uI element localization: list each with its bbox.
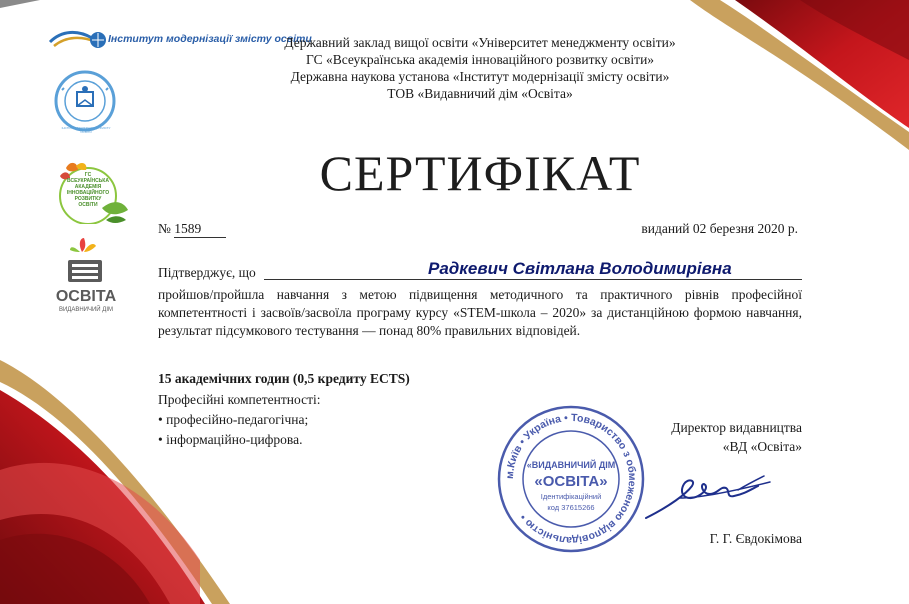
- signatory-position-line1: Директор видавництва: [671, 420, 802, 435]
- imzo-logo-text: Інститут модернізації змісту освіти: [108, 33, 312, 45]
- osvita-logo: [52, 238, 122, 318]
- osvita-logo-name: ОСВІТА: [55, 288, 117, 305]
- recipient-underline: [264, 279, 802, 280]
- stamp-line4: код 37615266: [547, 503, 595, 512]
- top-left-corner-shape: [0, 0, 40, 8]
- stamp-line3: Ідентифікаційний: [540, 492, 602, 501]
- hours-text: 15 академічних годин (0,5 кредиту ECTS): [158, 371, 410, 386]
- certificate-number: [158, 221, 226, 238]
- organizations-header: [230, 34, 730, 102]
- stamp-line1: «ВИДАВНИЧИЙ ДІМ: [526, 460, 616, 470]
- confirms-label: Підтверджує, що: [158, 265, 256, 280]
- recipient-name: Радкевич Світлана Володимирівна: [428, 259, 732, 278]
- competency-item: • професійно-педагогічна;: [158, 412, 309, 427]
- organization-line: ГС «Всеукраїнська академія інноваційного розвитку освіти»: [305, 52, 655, 67]
- osvita-book-icon: [52, 238, 122, 290]
- stamp-line2: «ОСВІТА»: [534, 473, 608, 490]
- imzo-seal-logo: [52, 70, 118, 132]
- organization-line: ТОВ «Видавничий дім «Освіта»: [387, 86, 573, 101]
- organization-line: Державна наукова установа «Інститут модернізації змісту освіти»: [290, 69, 670, 84]
- number-prefix: №: [158, 221, 171, 236]
- osvita-logo-sub: ВИДАВНИЧИЙ ДІМ: [58, 307, 114, 313]
- issue-date: виданий 02 березня 2020 р.: [641, 221, 798, 236]
- competencies-label: Професійні компетентності:: [158, 392, 321, 407]
- imzo-logo: [48, 28, 312, 52]
- signatory-position: [610, 418, 802, 456]
- imzo-wave-icon: [48, 28, 108, 50]
- imzo-seal-text: ІНСТИТУТ МОДЕРНІЗАЦІЇ ЗМІСТУ ОСВІТИ: [61, 126, 111, 134]
- stamp-outer-text: м.Київ • Україна • Товариство з обмеженою відповідальністю •: [503, 411, 639, 547]
- director-signature: [640, 468, 790, 528]
- academy-logo-text: ГС ВСЕУКРАЇНСЬКА АКАДЕМІЯ ІННОВАЦІЙНОГО РОЗВИТКУ ОСВІТИ: [66, 172, 110, 208]
- certificate-title: СЕРТИФІКАТ: [319, 145, 641, 201]
- signatory-name: Г. Г. Євдокімова: [709, 531, 802, 546]
- organization-line: Державний заклад вищої освіти «Університет менеджменту освіти»: [284, 35, 676, 50]
- number-value: 1589: [174, 221, 226, 238]
- competency-item: • інформаційно-цифрова.: [158, 432, 303, 447]
- signatory-position-line2: «ВД «Освіта»: [722, 439, 802, 454]
- academy-logo: [52, 158, 130, 224]
- certificate-body: пройшов/пройшла навчання з метою підвищення методичного та практичного рівнів професійної компетентності і засвоїв/засвоїла програму курсу «STEM-школа – 2020» за дистанційною формою навчання, результат підсумкового тестування — понад 80% правильних відповідей.: [158, 287, 802, 338]
